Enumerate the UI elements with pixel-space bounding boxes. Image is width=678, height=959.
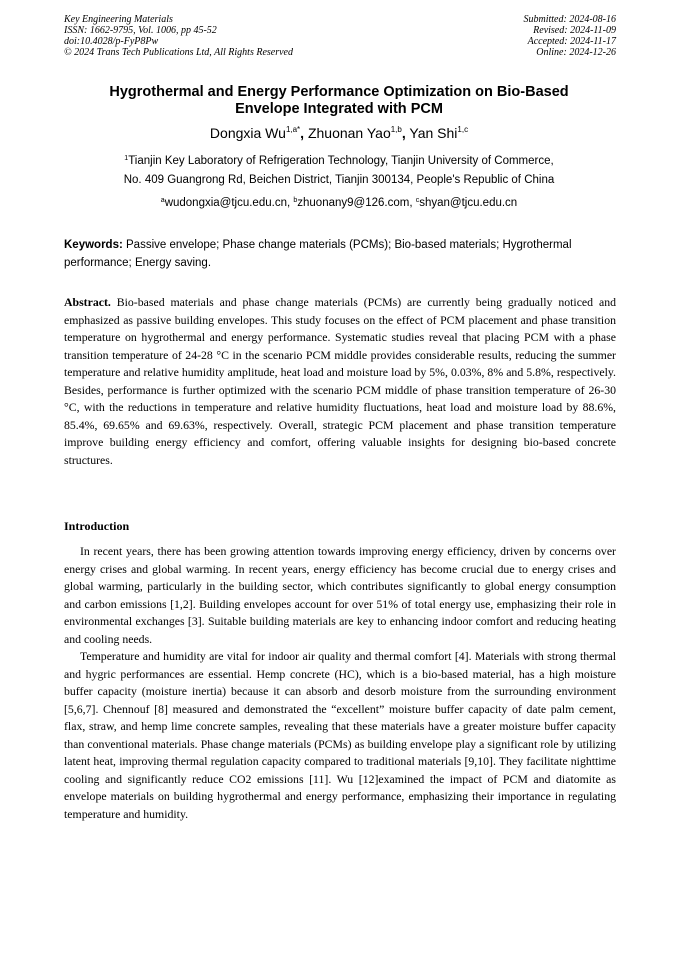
affiliation [60, 152, 618, 190]
revised-date: Revised: 2024-11-09 [533, 25, 616, 36]
email-mark: c [415, 197, 420, 204]
author-affiliation-mark: 1,b [390, 125, 402, 134]
keywords-label: Keywords: [64, 239, 123, 251]
abstract-label: Abstract. [64, 295, 111, 309]
section-heading-introduction: Introduction [64, 519, 130, 533]
email-mark: a [160, 197, 165, 204]
paragraph: In recent years, there has been growing attention towards improving energy efficiency, driven by concerns over energy crises and global warming. In recent years, energy efficiency has become crucial due to energy crises and global warming, particularly in the building sector, which contributes significantly to global energy consumption and carbon emissions [1,2]. Building envelopes account for over 51% of total energy use, emphasizing their role in environmental exchanges [3]. Suitable building materials are key to enhancing indoor comfort and reducing heating and cooling needs. [64, 544, 616, 646]
issn-line: ISSN: 1662-9795, Vol. 1006, pp 45-52 [64, 25, 217, 36]
keywords-text: Passive envelope; Phase change materials (PCMs); Bio-based materials; Hygrothermal performance; Energy saving. [64, 239, 572, 269]
author-name: Yan Shi [409, 125, 458, 141]
keywords [64, 236, 616, 272]
journal-name: Key Engineering Materials [64, 14, 173, 25]
abstract [64, 294, 616, 469]
online-date: Online: 2024-12-26 [536, 47, 616, 58]
accepted-date: Accepted: 2024-11-17 [527, 36, 616, 47]
title-line-2: Envelope Integrated with PCM [235, 101, 443, 117]
submitted-date: Submitted: 2024-08-16 [523, 14, 616, 25]
abstract-text: Bio-based materials and phase change materials (PCMs) are currently being gradually noticed and emphasized as passive building envelopes. This study focuses on the effect of PCM placement and phase transition temperature on hygrothermal and energy performance. Systematic studies reveal that placing PCM with a phase transition temperature of 24-28 °C in the scenario PCM middle provides considerable results, reducing the summer temperature and relative humidity amplitude, heat load and moisture load by 5%, 0.03%, 8% and 5.8%, respectively. Besides, performance is further optimized with the scenario PCM middle of phase transition temperature of 26-30 °C, with the reductions in temperature and relative humidity fluctuations, heat load and moisture load by 88.6%, 85.4%, 69.65% and 69.63%, respectively. Overall, strategic PCM placement and phase transition temperature improve building energy efficiency and comfort, offering valuable insights for designing bio-based concrete structures. [64, 295, 616, 467]
author-name: Zhuonan Yao [307, 125, 391, 141]
email-mark: b [293, 197, 298, 204]
author-separator: , [401, 125, 406, 141]
journal-header-left [64, 14, 293, 58]
email-link[interactable]: wudongxia@tjcu.edu.cn [164, 197, 287, 209]
author-affiliation-mark: 1,a* [285, 125, 301, 134]
author-affiliation-mark: 1,c [457, 125, 469, 134]
introduction-body [64, 543, 616, 823]
email-link[interactable]: zhuonany9@126.com [297, 197, 410, 209]
paper-title [60, 84, 618, 118]
paragraph: Temperature and humidity are vital for indoor air quality and thermal comfort [4]. Materials with strong thermal and hygric performances are essential. Hemp concrete (HC), which is a bio-based material, has a high moisture buffer capacity (moisture inertia) because it can absorb and desorb moisture from the surrounding environment [5,6,7]. Chennouf [8] measured and demonstrated the “excellent” moisture buffer capacity of date palm cement, flax, straw, and hemp lime concrete samples, revealing that these materials have a greater moisture buffer capacity than conventional materials. Phase change materials (PCMs) as building envelope play a significant role by utilizing latent heat, improving thermal regulation capacity compared to traditional materials [9,10]. They facilitate nighttime cooling and significantly reduce CO2 emissions [11]. Wu [12]examined the impact of PCM and diatomite as envelope materials on building hygrothermal and energy performance, emphasizing their importance in regulating temperature and humidity. [64, 649, 616, 821]
affiliation-line-1: $^1$Tianjin Key Laboratory of Refrigeration Technology, Tianjin University of Commerce, [124, 155, 554, 167]
copyright-line: © 2024 Trans Tech Publications Ltd, All Rights Reserved [64, 47, 293, 58]
affiliation-line-2: No. 409 Guangrong Rd, Beichen District, Tianjin 300134, People's Republic of China [123, 174, 555, 186]
author-emails: $^a$wudongxia@tjcu.edu.cn, $^b$zhuonany9@126.com, $^c$shyan@tjcu.edu.cn [160, 197, 518, 209]
author-name: Dongxia Wu [209, 125, 286, 141]
title-line-1: Hygrothermal and Energy Performance Optimization on Bio-Based [109, 84, 569, 100]
author-list [60, 124, 618, 142]
email-link[interactable]: shyan@tjcu.edu.cn [419, 197, 518, 209]
affiliation-mark: 1 [124, 155, 129, 162]
journal-header-right [524, 14, 617, 58]
doi-line: doi:10.4028/p-FyP8Pw [64, 36, 159, 47]
author-separator: , [300, 125, 305, 141]
